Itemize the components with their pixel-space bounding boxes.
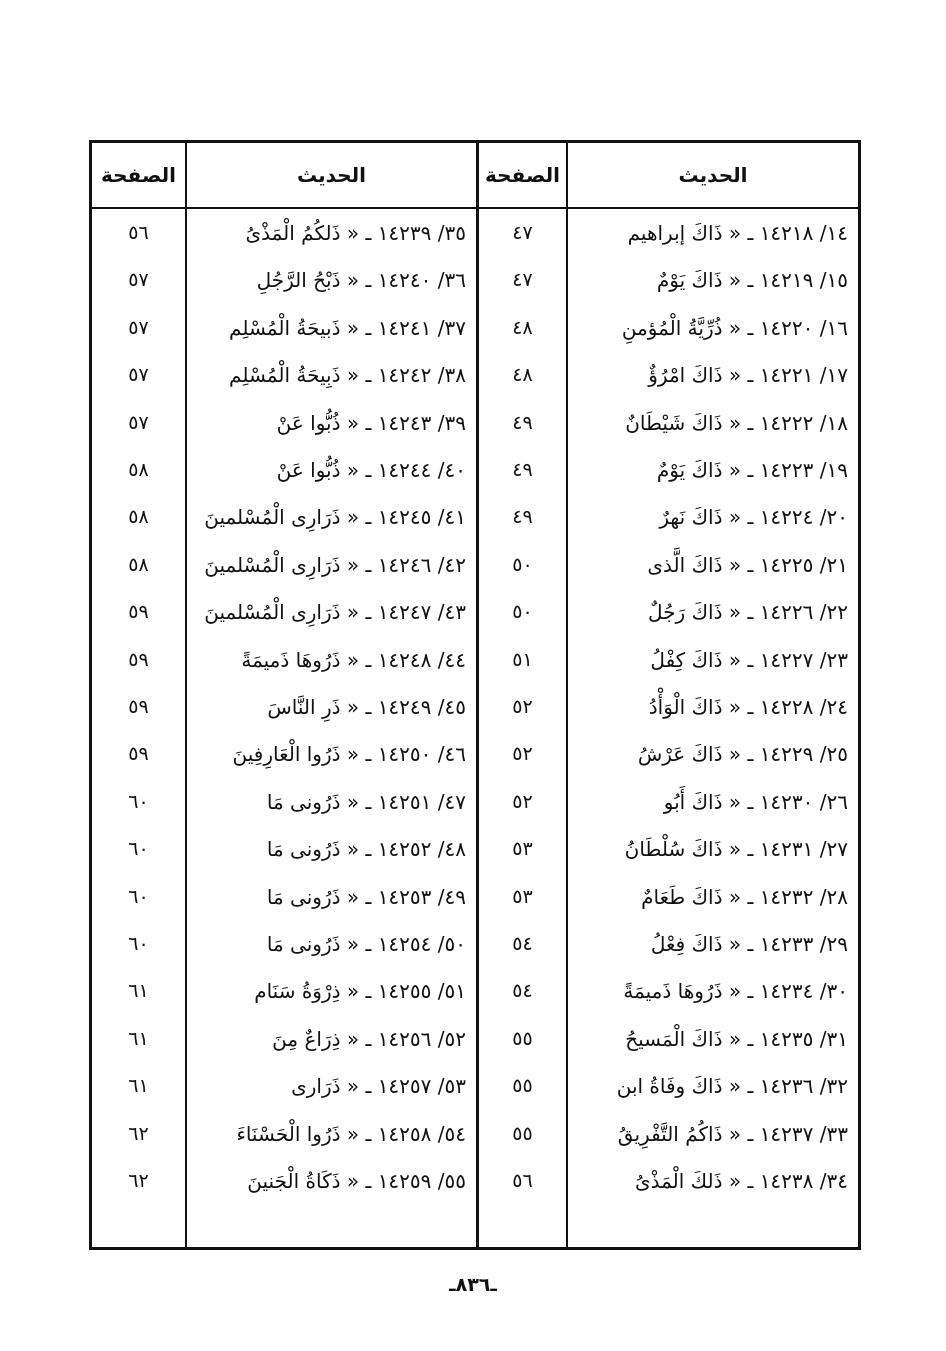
page-number-cell: ٥٣ <box>512 838 533 861</box>
page-number-cell: ٤٩ <box>512 506 533 529</box>
hadith-entry: ٤٧/ ١٤٢٥١ ـ « ذَرُونى مَا <box>266 789 466 814</box>
page-number-cell: ٦١ <box>128 1075 149 1098</box>
hadith-entry: ٣٥/ ١٤٢٣٩ ـ « ذَلكُمُ الْمَذْىُ <box>245 221 466 245</box>
hadith-entry: ٥٣/ ١٤٢٥٧ ـ « ذَرَارى <box>291 1074 466 1099</box>
page-number-cell: ٥٧ <box>128 269 149 292</box>
hadith-entry: ٥٢/ ١٤٢٥٦ ـ « ذِرَاعٌ مِنَ <box>272 1026 466 1051</box>
page-number-cell: ٦٠ <box>128 885 149 908</box>
hadith-entry: ٥٥/ ١٤٢٥٩ ـ « ذَكَاةُ الْجَنينَ <box>247 1169 466 1193</box>
page-number-cell: ٥٥ <box>512 1075 533 1098</box>
page-number-cell: ٦٢ <box>128 1170 149 1192</box>
hadith-entry: ٤٣/ ١٤٢٤٧ ـ « ذَرَارِى الْمُسْلمينَ <box>204 600 466 625</box>
page-number-cell: ٥٩ <box>128 743 149 766</box>
hadith-entry: ١٥/ ١٤٢١٩ ـ « ذَاكَ يَوْمٌ <box>656 268 848 293</box>
hadith-entry: ١٩/ ١٤٢٢٣ ـ « ذَاكَ يَوْمٌ <box>656 458 848 482</box>
page-number-cell: ٤٩ <box>512 459 533 481</box>
page-number-cell: ٤٨ <box>512 364 533 387</box>
page-number-cell: ٥٩ <box>128 648 149 671</box>
header-left-hadith: الحديث <box>297 163 367 187</box>
hadith-entry: ١٦/ ١٤٢٢٠ ـ « ذُرِّيَّةُ الْمُؤمنِ <box>621 315 848 340</box>
header-right-hadith: الحديث <box>678 163 748 187</box>
hadith-entry: ١٨/ ١٤٢٢٢ ـ « ذَاكَ شَيْطَانٌ <box>625 410 848 435</box>
page-number-cell: ٥٢ <box>512 790 533 813</box>
page-number-cell: ٥٥ <box>512 1027 533 1050</box>
page-number-cell: ٥٧ <box>128 316 149 339</box>
hadith-entry: ٤٨/ ١٤٢٥٢ ـ « ذَرُونى مَا <box>266 837 466 862</box>
page-number-cell: ٥٢ <box>512 743 533 766</box>
hadith-entry: ٤٤/ ١٤٢٤٨ ـ « ذَرُوهَا ذَميمَةً <box>241 647 466 672</box>
hadith-entry: ٤٠/ ١٤٢٤٤ ـ « ذُبُّوا عَنْ <box>276 458 466 482</box>
page-number-cell: ٤٧ <box>512 222 533 244</box>
header-right-page: الصفحة <box>485 163 561 187</box>
header-left-page: الصفحة <box>101 163 177 187</box>
hadith-entry: ١٧/ ١٤٢٢١ ـ « ذَاكَ امْرُؤٌ <box>648 363 848 388</box>
page-number-cell: ٤٩ <box>512 411 533 434</box>
hadith-entry: ٢٠/ ١٤٢٢٤ ـ « ذَاكَ نَهرٌ <box>659 505 848 530</box>
page-number-cell: ٥٨ <box>128 506 149 529</box>
page-number-cell: ٥٧ <box>128 411 149 434</box>
hadith-entry: ٣١/ ١٤٢٣٥ ـ « ذَاكَ الْمَسيحُ <box>625 1026 848 1051</box>
hadith-entry: ٣٧/ ١٤٢٤١ ـ « ذَبيحَةُ الْمُسْلِم <box>229 315 466 340</box>
page-number-cell: ٥٢ <box>512 696 533 718</box>
hadith-entry: ٢٦/ ١٤٢٣٠ ـ « ذَاكَ أَبُو <box>663 789 848 814</box>
hadith-entry: ٢٢/ ١٤٢٢٦ ـ « ذَاكَ رَجُلٌ <box>648 600 848 625</box>
page-number-cell: ٥٩ <box>128 601 149 624</box>
hadith-entry: ٢١/ ١٤٢٢٥ ـ « ذَاكَ الَّذى <box>647 552 848 577</box>
page-number-cell: ٥٧ <box>128 364 149 387</box>
hadith-entry: ٣٢/ ١٤٢٣٦ ـ « ذَاكَ وفَاةُ ابن <box>616 1074 848 1099</box>
page-number-cell: ٥٨ <box>128 553 149 576</box>
hadith-entry: ٣٣/ ١٤٢٣٧ ـ « ذَاكُمُ التَّفْرِيقُ <box>617 1121 848 1146</box>
page-number-cell: ٦١ <box>128 1027 149 1050</box>
hadith-entry: ٤١/ ١٤٢٤٥ ـ « ذَرَارِى الْمُسْلمينَ <box>204 505 466 530</box>
hadith-entry: ٤٥/ ١٤٢٤٩ ـ « ذَرِ النَّاسَ <box>267 695 466 719</box>
hadith-entry: ٢٧/ ١٤٢٣١ ـ « ذَاكَ سُلْطَانُ <box>624 837 848 862</box>
hadith-entry: ٥٠/ ١٤٢٥٤ ـ « ذَرُونى مَا <box>266 932 466 956</box>
page-number-cell: ٥٤ <box>512 933 533 955</box>
hadith-entry: ٣٤/ ١٤٢٣٨ ـ « ذَلكَ الْمَذْىُ <box>634 1169 848 1193</box>
hadith-entry: ٢٣/ ١٤٢٢٧ ـ « ذَاكَ كِفْلُ <box>650 647 848 672</box>
page-number-cell: ٥٤ <box>512 980 533 1003</box>
page-number-cell: ٥٠ <box>512 601 533 624</box>
hadith-entry: ٣٦/ ١٤٢٤٠ ـ « ذَبْحُ الرَّجُلِ <box>256 268 466 293</box>
page-number-cell: ٦١ <box>128 980 149 1003</box>
index-table <box>89 140 861 1250</box>
hadith-entry: ٢٥/ ١٤٢٢٩ ـ « ذَاكَ عَرْشُ <box>637 742 848 767</box>
hadith-entry: ٥٤/ ١٤٢٥٨ ـ « ذَرُوا الْحَسْنَاءَ <box>236 1121 466 1146</box>
hadith-entry: ٢٤/ ١٤٢٢٨ ـ « ذَاكَ الْوَأْدُ <box>648 695 848 719</box>
page-number-cell: ٥٩ <box>128 696 149 718</box>
hadith-entry: ٤٢/ ١٤٢٤٦ ـ « ذَرَارِى الْمُسْلمينَ <box>204 552 466 577</box>
hadith-entry: ٥١/ ١٤٢٥٥ ـ « ذِرْوَةُ سَنَام <box>254 979 466 1004</box>
hadith-entry: ٤٦/ ١٤٢٥٠ ـ « ذَرُوا الْعَارِفِينَ <box>232 742 466 767</box>
hadith-entry: ٢٩/ ١٤٢٣٣ ـ « ذَاكَ فِعْلُ <box>650 932 848 956</box>
page-number-cell: ٤٧ <box>512 269 533 292</box>
hadith-entry: ٣٨/ ١٤٢٤٢ ـ « ذَبِيحَةُ الْمُسْلِم <box>229 363 466 388</box>
page-number-cell: ٤٨ <box>512 316 533 339</box>
page-number-cell: ٦٢ <box>128 1122 149 1145</box>
header-divider <box>92 207 858 209</box>
page-number-cell: ٥١ <box>512 648 533 671</box>
page-number-cell: ٦٠ <box>128 790 149 813</box>
page-number-cell: ٥٨ <box>128 459 149 481</box>
hadith-entry: ٣٩/ ١٤٢٤٣ ـ « ذُبُّوا عَنْ <box>276 410 466 435</box>
page-number-cell: ٦٠ <box>128 933 149 955</box>
page-number-cell: ٦٠ <box>128 838 149 861</box>
page-number-cell: ٥٣ <box>512 885 533 908</box>
page-number-cell: ٥٦ <box>512 1170 533 1192</box>
hadith-entry: ١٤/ ١٤٢١٨ ـ « ذَاكَ إبراهيم <box>627 221 848 245</box>
page-number-cell: ٥٠ <box>512 553 533 576</box>
hadith-entry: ٤٩/ ١٤٢٥٣ ـ « ذَرُونى مَا <box>266 884 466 909</box>
hadith-entry: ٢٨/ ١٤٢٣٢ ـ « ذَاكَ طَعَامٌ <box>641 884 848 909</box>
page-number: ـ٨٣٦ـ <box>449 1274 497 1296</box>
page-number-cell: ٥٦ <box>128 222 149 244</box>
hadith-entry: ٣٠/ ١٤٢٣٤ ـ « ذَرُوهَا ذَميمَةً <box>623 979 848 1004</box>
page-number-cell: ٥٥ <box>512 1122 533 1145</box>
